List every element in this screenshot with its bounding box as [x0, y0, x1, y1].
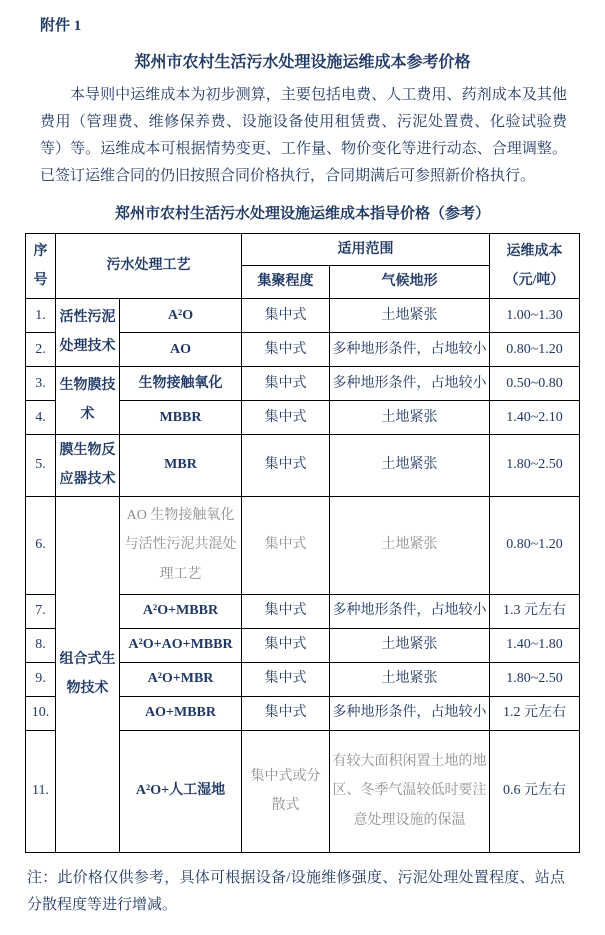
cell-terrain: 土地紧张 [330, 434, 490, 496]
table-row [26, 366, 580, 400]
header-row-top [26, 234, 580, 266]
cell-cost: 1.40~1.80 [490, 628, 580, 662]
intro-paragraph: 本导则中运维成本为初步测算，主要包括电费、人工费用、药剂成本及其他费用（管理费、维修保养费、设施设备使用租赁费、污泥处置费、化验试验费等）等。运维成本可根据情势变更、工作量、物价变化等进行动态、合理调整。已签订运维合同的仍旧按照合同价格执行，合同期满后可参照新价格执行。 [40, 87, 567, 184]
cell-category-biofilm: 生物膜技术 [56, 366, 120, 434]
header-cost [490, 234, 580, 299]
cell-terrain: 多种地形条件，占地较小 [330, 332, 490, 366]
cell-cost: 1.2 元左右 [490, 696, 580, 730]
cell-category-activated-sludge: 活性污泥处理技术 [56, 298, 120, 366]
cell-category-membrane-bioreactor: 膜生物反应器技术 [56, 434, 120, 496]
header-cost-line1: 运维成本 [506, 243, 563, 259]
header-process: 污水处理工艺 [56, 234, 242, 299]
cell-density: 集中式 [242, 400, 330, 434]
cell-process: A²O+MBR [120, 662, 242, 696]
cell-terrain: 多种地形条件，占地较小 [330, 594, 490, 628]
cell-process: MBR [120, 434, 242, 496]
table-row [26, 434, 580, 496]
cell-terrain: 土地紧张 [330, 298, 490, 332]
table-row [26, 298, 580, 332]
cell-density: 集中式 [242, 434, 330, 496]
cell-density: 集中式 [242, 298, 330, 332]
cell-terrain: 多种地形条件，占地较小 [330, 366, 490, 400]
table-row [26, 496, 580, 594]
cell-process: A²O+AO+MBBR [120, 628, 242, 662]
header-scope: 适用范围 [242, 234, 490, 266]
cell-category-combined: 组合式生物技术 [56, 496, 120, 852]
cell-process: MBBR [120, 400, 242, 434]
cell-density: 集中式 [242, 366, 330, 400]
doc-title: 郑州市农村生活污水处理设施运维成本参考价格 [134, 54, 471, 71]
cell-index: 1. [26, 298, 56, 332]
cell-cost: 1.40~2.10 [490, 400, 580, 434]
cell-density: 集中式 [242, 496, 330, 594]
table-title: 郑州市农村生活污水处理设施运维成本指导价格（参考） [114, 206, 490, 222]
cell-index: 6. [26, 496, 56, 594]
cell-terrain: 土地紧张 [330, 662, 490, 696]
cell-process: 生物接触氧化 [120, 366, 242, 400]
cell-density: 集中式或分散式 [242, 730, 330, 852]
cell-index: 8. [26, 628, 56, 662]
header-terrain: 气候地形 [330, 266, 490, 298]
cell-cost: 1.3 元左右 [490, 594, 580, 628]
cell-cost: 1.00~1.30 [490, 298, 580, 332]
cell-density: 集中式 [242, 332, 330, 366]
cell-density: 集中式 [242, 594, 330, 628]
cell-process: A²O [120, 298, 242, 332]
cell-process: A²O+人工湿地 [120, 730, 242, 852]
cell-terrain: 土地紧张 [330, 400, 490, 434]
cell-process: AO+MBBR [120, 696, 242, 730]
cell-index: 7. [26, 594, 56, 628]
footnote: 注：此价格仅供参考，具体可根据设备/设施维修强度、污泥处理处置程度、站点分散程度等进行增减。 [27, 869, 565, 913]
cell-density: 集中式 [242, 696, 330, 730]
cell-index: 11. [26, 730, 56, 852]
cell-cost: 0.50~0.80 [490, 366, 580, 400]
header-density: 集聚程度 [242, 266, 330, 298]
cell-index: 9. [26, 662, 56, 696]
cost-table [25, 233, 580, 853]
cell-cost: 1.80~2.50 [490, 662, 580, 696]
attachment-label: 附件 1 [40, 18, 82, 34]
cell-cost: 0.80~1.20 [490, 332, 580, 366]
cell-terrain: 多种地形条件，占地较小 [330, 696, 490, 730]
cell-index: 2. [26, 332, 56, 366]
cell-process: AO [120, 332, 242, 366]
cell-index: 10. [26, 696, 56, 730]
cell-density: 集中式 [242, 662, 330, 696]
cell-cost: 1.80~2.50 [490, 434, 580, 496]
header-index: 序号 [26, 234, 56, 299]
cell-index: 5. [26, 434, 56, 496]
cell-process: A²O+MBBR [120, 594, 242, 628]
cell-terrain: 土地紧张 [330, 628, 490, 662]
cell-index: 4. [26, 400, 56, 434]
cell-cost: 0.6 元左右 [490, 730, 580, 852]
cell-density: 集中式 [242, 628, 330, 662]
header-cost-line2: （元/吨） [504, 272, 565, 288]
cell-cost: 0.80~1.20 [490, 496, 580, 594]
cell-index: 3. [26, 366, 56, 400]
cell-terrain: 土地紧张 [330, 496, 490, 594]
cell-terrain: 有较大面积闲置土地的地区、冬季气温较低时要注意处理设施的保温 [330, 730, 490, 852]
cell-process: AO 生物接触氧化与活性污泥共混处理工艺 [120, 496, 242, 594]
